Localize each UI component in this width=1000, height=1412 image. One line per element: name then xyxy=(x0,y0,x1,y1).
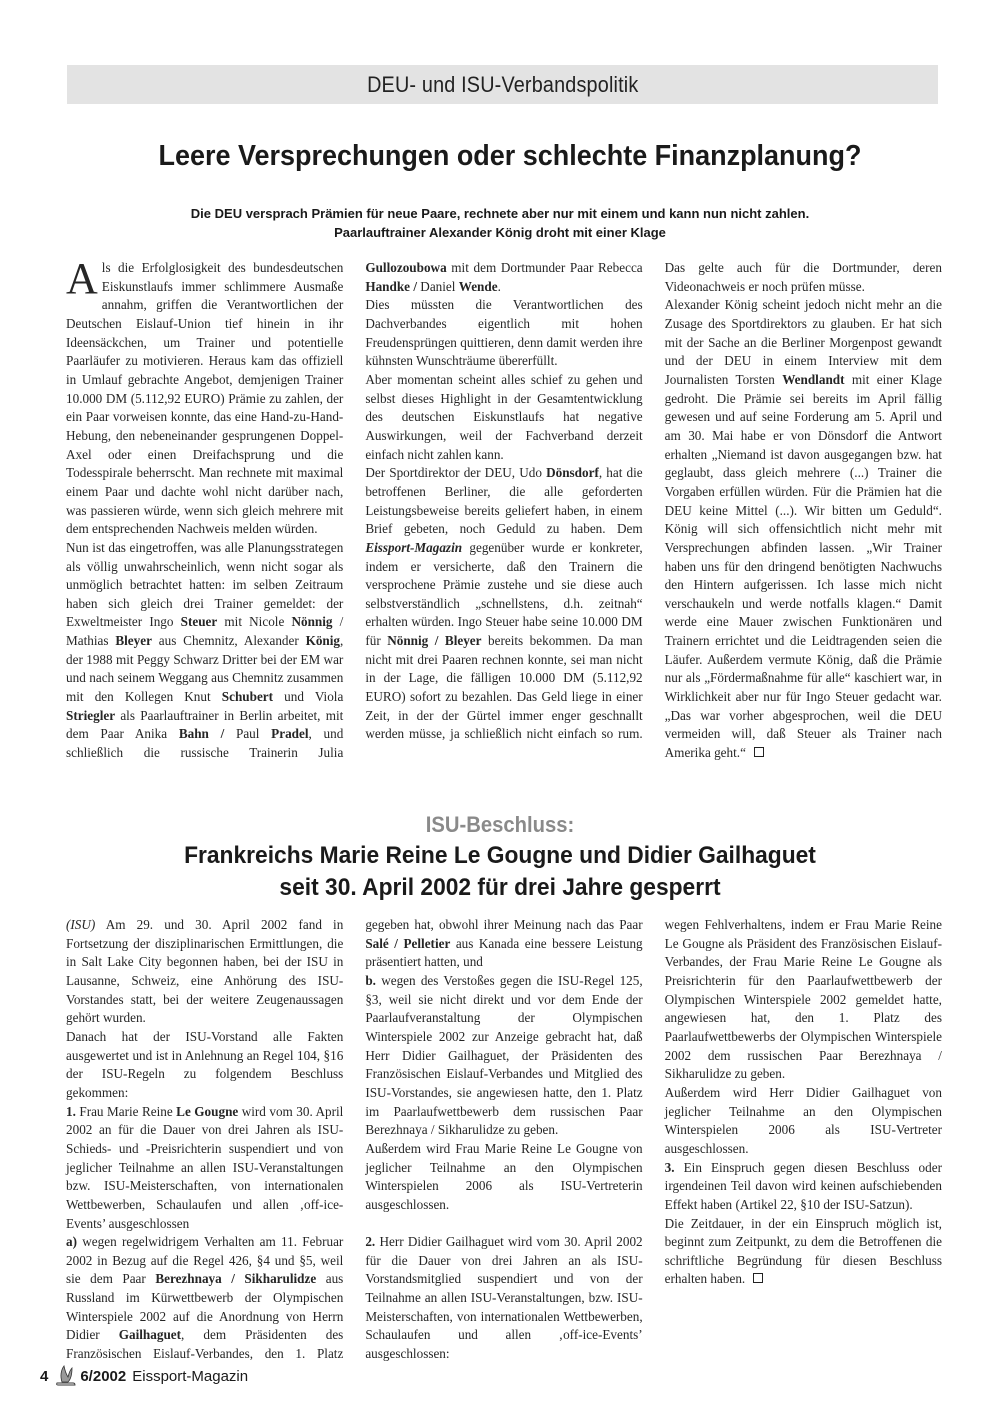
name-bold: Gullozoubowa xyxy=(365,260,447,275)
article2-paragraph xyxy=(365,1233,642,1364)
text: Alexander König scheint jedoch nicht mehr an die Zusage des Sportdirektors zu glauben. Er hat sich mit der Sache an die Berliner Morgenpost gewandt und der DEU in einem Interview mit dem Journalisten Torsten xyxy=(664,297,942,387)
text: mit dem Dortmunder Paar Rebecca xyxy=(446,260,643,275)
text: mit Nicole xyxy=(217,614,292,630)
text: Daniel xyxy=(420,278,459,294)
name-bold: Dönsdorf xyxy=(546,465,599,481)
name-bold: Bahn / xyxy=(178,726,236,742)
article1-deck xyxy=(60,204,940,242)
source-tag: (ISU) xyxy=(66,917,96,932)
text: wird vom 30. April 2002 an für die Dauer von drei Jahren als ISU-Schieds- und -Preisrichterin suspendiert und von jeglicher Teilnahme an allen ISU-Veranstaltungen bzw. ISU-Meisterschaften, von internationalen Wettbewerben, Schaulaufen und allen ‚off-ice-Events’ ausgeschlossen xyxy=(66,1103,344,1231)
text: Nun ist das eingetroffen, was alle Planungsstrategen als völlig unwahrscheinlich, wenn nicht sogar als unmöglich betrachtet hatten: im selben Zeitraum haben sich gleich drei Trainer gemeldet: der Exweltmeister Ingo xyxy=(66,539,344,630)
page-number: 4 xyxy=(40,1367,49,1385)
item-number: 2. xyxy=(365,1234,376,1250)
text: und Viola xyxy=(273,689,344,705)
name-bold: Salé / Pelletier xyxy=(365,935,451,951)
article2-headline xyxy=(91,840,909,904)
page-footer xyxy=(40,1364,248,1388)
text: Die Zeitdauer, in der ein Einspruch möglich ist, beginnt zum Zeitpunkt, zu dem die Betroffenen die schriftliche Begründung für diesen Beschluss erhalten haben. xyxy=(664,1215,942,1287)
end-of-article-icon xyxy=(753,1273,763,1283)
name-bold: Le Gougne xyxy=(176,1103,239,1119)
name-bold: Berezhnaya / Sikharulidze xyxy=(155,1271,317,1287)
section-title: DEU- und ISU-Verbandspolitik xyxy=(366,71,639,97)
article2-body xyxy=(66,916,942,1366)
text: gegenüber wurde er konkreter, indem er versicherte, daß den Trainern die versprochene Prämie zustehe und sie diese auch selbstverständlich „schnellstens, d.h. zeitnah“ erhalten würden. Ingo Steuer habe seine 10.000 DM für xyxy=(365,539,643,649)
text: , hat die betroffenen Berliner, die alle geforderten Leistungsbeweise bereits geliefert haben, in einem Brief gebeten, noch Geduld zu haben. Dem xyxy=(365,465,643,537)
name-bold: Steuer xyxy=(180,614,218,630)
article2-kicker: ISU-Beschluss: xyxy=(425,812,575,837)
text: bereits bekommen. Da man nicht mit drei Paaren rechnen konnte, sei man nicht in der Lage, die fälligen 10.000 DM (5.112,92 EURO) sofort zu bezahlen. Das Geld liege in einer Zeit, in der der Gürtel immer enger geschnallt werden müsse, ja schließlich nicht einfach so rum. Das gelte auch für die Dortmunder, deren Videonachweis er noch prüfen müsse. xyxy=(365,260,942,742)
section-banner xyxy=(67,65,938,104)
name-bold: Schubert xyxy=(221,689,274,705)
text: . xyxy=(497,278,501,294)
item-number: a) xyxy=(66,1234,77,1250)
name-bold: Handke / xyxy=(365,278,421,294)
text: Der Sportdirektor der DEU, Udo xyxy=(365,465,547,481)
article2-paragraph xyxy=(365,972,642,1140)
skate-wing-logo-icon xyxy=(54,1364,76,1388)
text: wegen des Verstoßes gegen die ISU-Regel 125, §3, weil sie nicht direkt und vor dem Ende der Paarlaufveranstaltung der Olympischen Winterspiele 2002 zur Anzeige gebracht hat, daß Herr Didier Gailhaguet, der Präsidenten des Französischen Eislauf-Verbandes und Mitglied des ISU-Vorstandes, sie angewiesen hatte, den 1. Platz im Paarlaufwettbewerb dem russischen Paar Berezhnaya / Sikharulidze zu geben. xyxy=(365,972,643,1138)
text: , und schließlich die russische Trainerin Julia xyxy=(66,726,344,761)
name-bold: Pradel xyxy=(271,726,309,742)
name-bold: Nönnig / Bleyer xyxy=(387,633,482,649)
text: mit einer Klage gedroht. Die Prämie sei bereits im April fällig gewesen und auf seine Forderung am 5. April und am 30. Mai habe er von Dönsdorf die Antwort erhalten „Niemand ist davon ausgegangen bzw. hat geglaubt, dass gleich mehrere (...) Trainer die Vorgaben erfüllen würden. Für die Prämien hat die DEU keine Mittel (...). Wir bitten um Geduld“. König will sich offensichtlich nicht mehr mit Versprechungen abfinden lassen. „Wir Trainer haben uns für den dringend benötigten Nachwuchs den Hintern aufgerissen. Ich lasse mich nicht verschaukeln und werde notfalls klagen.“ Damit werde eine Mauer zwischen Funktionären und Trainern errichtet und die Leidtragenden seien die Läufer. Außerdem vermute König, daß die Prämie nur als „Fördermaßnahme für alle“ kaschiert war, in Wirklichkeit aber nur für Ingo Steuer gedacht war. „Das war vorher abgesprochen, weil die DEU vermeiden will, daß Steuer als Trainer nach Amerika geht.“ xyxy=(664,371,942,761)
name-bold: Wende xyxy=(458,278,498,294)
name-bold: Gailhaguet xyxy=(118,1327,182,1343)
article2-paragraph xyxy=(665,1215,942,1290)
deck-line-2: Paarlauftrainer Alexander König droht mit einer Klage xyxy=(334,225,666,240)
name-bold: König xyxy=(305,633,341,649)
text: , dem Präsidenten des Französischen Eislauf-Verbandes, den 1. Platz gegeben hat, obwohl ihrer Meinung nach das Paar xyxy=(66,917,643,1362)
article1-paragraph: Aber momentan scheint alles schief zu gehen und selbst dieses Highlight in der Gesamtentwicklung des deutschen Eiskunstlaufs hat negative Auswirkungen, weil der Fachverband derzeit einfach nicht zahlen kann. xyxy=(365,371,643,462)
drop-cap: A xyxy=(66,254,98,303)
end-of-article-icon xyxy=(754,747,764,757)
text: aus Russland im Kürwettbewerb der Olympischen Winterspiele 2002 auf die Anordnung von Herrn Didier xyxy=(66,1271,344,1343)
name-bold: Wendlandt xyxy=(782,371,845,387)
text: wegen regelwidrigem Verhalten am 11. Februar 2002 in Bezug auf die Regel 426, §4 und §5, weil sie dem Paar xyxy=(66,1234,344,1287)
text: / Mathias xyxy=(66,614,344,649)
item-number: 3. xyxy=(664,1159,675,1175)
name-bold: Striegler xyxy=(66,707,116,723)
item-number: b. xyxy=(365,972,376,988)
article1-paragraph xyxy=(665,296,942,762)
text: , der 1988 mit Peggy Schwarz Dritter bei der EM war und nach seinem Weggang aus Chemnitz zusammen mit den Kollegen Knut xyxy=(66,633,344,705)
text: als Paarlauftrainer in Berlin arbeitet, mit dem Paar Anika xyxy=(66,707,344,742)
text: Herr Didier Gailhaguet wird vom 30. April 2002 für die Dauer von drei Jahren an als ISU-Vorstandsmitglied suspendiert und von der Teilnahme an allen ISU-Veranstaltungen, bzw. ISU-Meisterschaften, von internationalen Wettbewerben, Schaulaufen und allen ‚off-ice-Events’ ausgeschlossen: xyxy=(365,1234,643,1362)
text: aus Chemnitz, Alexander xyxy=(151,633,306,649)
article2-paragraph xyxy=(665,1159,942,1215)
article2-paragraph xyxy=(66,1103,343,1234)
deck-line-1: Die DEU versprach Prämien für neue Paare, rechnete aber nur mit einem und kann nun nicht zahlen. xyxy=(190,206,810,221)
text: Paul xyxy=(235,726,272,742)
name-bold: Nönnig xyxy=(291,614,333,630)
headline-line-1: Frankreichs Marie Reine Le Gougne und Didier Gailhaguet xyxy=(184,842,816,869)
article1-paragraph xyxy=(66,254,344,539)
text: Am 29. und 30. April 2002 fand in Fortsetzung der disziplinarischen Ermittlungen, die in Salt Lake City begonnen haben, bei der ISU in Lausanne, Schweiz, eine Anhörung des ISU-Vorstandes statt, bei der weitere Zeugenaussagen gehört wurden. xyxy=(66,917,344,1026)
magazine-name: Eissport-Magazin xyxy=(365,539,463,555)
article1-headline: Leere Versprechungen oder schlechte Finanzplanung? xyxy=(158,140,862,172)
text: Frau Marie Reine xyxy=(75,1103,177,1119)
article2-paragraph: Außerdem wird Frau Marie Reine Le Gougne von jeglicher Teilnahme an den Olympischen Winterspielen 2006 als ISU-Vertreterin ausgeschlossen. xyxy=(365,1140,643,1212)
issue-number: 6/2002 xyxy=(80,1367,127,1385)
article2-paragraph xyxy=(66,916,343,1028)
article2-paragraph: Außerdem wird Herr Didier Gailhaguet von jeglicher Teilnahme an den Olympischen Winterspielen 2006 als ISU-Vertreter ausgeschlossen. xyxy=(664,1084,942,1156)
paragraph-text: ls die Erfolglosigkeit des bundesdeutschen Eiskunstlaufs immer schlimmere Ausmaße annahm, griffen die Verantwortlichen der Deutschen Eislauf-Union tief hinein in ihr Ideensäckchen, um Trainer und potentielle Paarläufer zu motivieren. Heraus kam das offiziell in Umlauf gebrachte Angebot, demjenigen Trainer 10.000 DM (5.112,92 EURO) Prämie zu zahlen, der ein Paar vorweisen konnte, das eine Hand-zu-Hand-Hebung, den nebeneinander gesprungenen Doppel-Axel oder einen Dreifachsprung und die Todesspirale beherrscht. Man rechnete mit maximal einem Paar und dachte wohl nicht darüber nach, was passieren würde, wenn sich gleich mehrere mit dem entsprechenden Nachweis melden würden. xyxy=(66,260,344,537)
article1-paragraph: Dies müssten die Verantwortlichen des Dachverbandes eigentlich mit hohen Freudensprüngen quittieren, denn damit werden ihre kühnsten Wunschträume übererfüllt. xyxy=(365,297,643,369)
headline-line-2: seit 30. April 2002 für drei Jahre gesperrt xyxy=(279,874,721,901)
article1-body xyxy=(66,254,942,781)
text: Ein Einspruch gegen diesen Beschluss oder irgendeinen Teil davon wird keinen aufschiebenden Effekt haben (Artikel 22, §10 der ISU-Satzun). xyxy=(664,1159,942,1212)
name-bold: Bleyer xyxy=(115,633,152,649)
text: aus Kanada eine bessere Leistung präsentiert hatten, und xyxy=(365,935,643,970)
magazine-name: Eissport-Magazin xyxy=(132,1367,249,1385)
article2-paragraph: Danach hat der ISU-Vorstand alle Fakten ausgewertet und ist in Anlehnung an Regel 104, §16 der ISU-Regeln zu folgendem Beschluss gekommen: xyxy=(66,1028,344,1100)
article2-paragraph: wegen Fehlverhaltens, indem er Frau Marie Reine Le Gougne als Präsident des Französischen Eislauf-Verbandes, der Frau Marie Reine Le Gougne als Preisrichterin für den Paarlaufwettbewerb der Olympischen Winterspiele 2002 gemeldet hatte, angewiesen hat, den 1. Platz des Paarlaufwettbewerbs der Olympischen Winterspiele 2002 dem russischen Paar Berezhnaya / Sikharulidze zu geben. xyxy=(664,917,942,1082)
item-number: 1. xyxy=(66,1103,76,1119)
